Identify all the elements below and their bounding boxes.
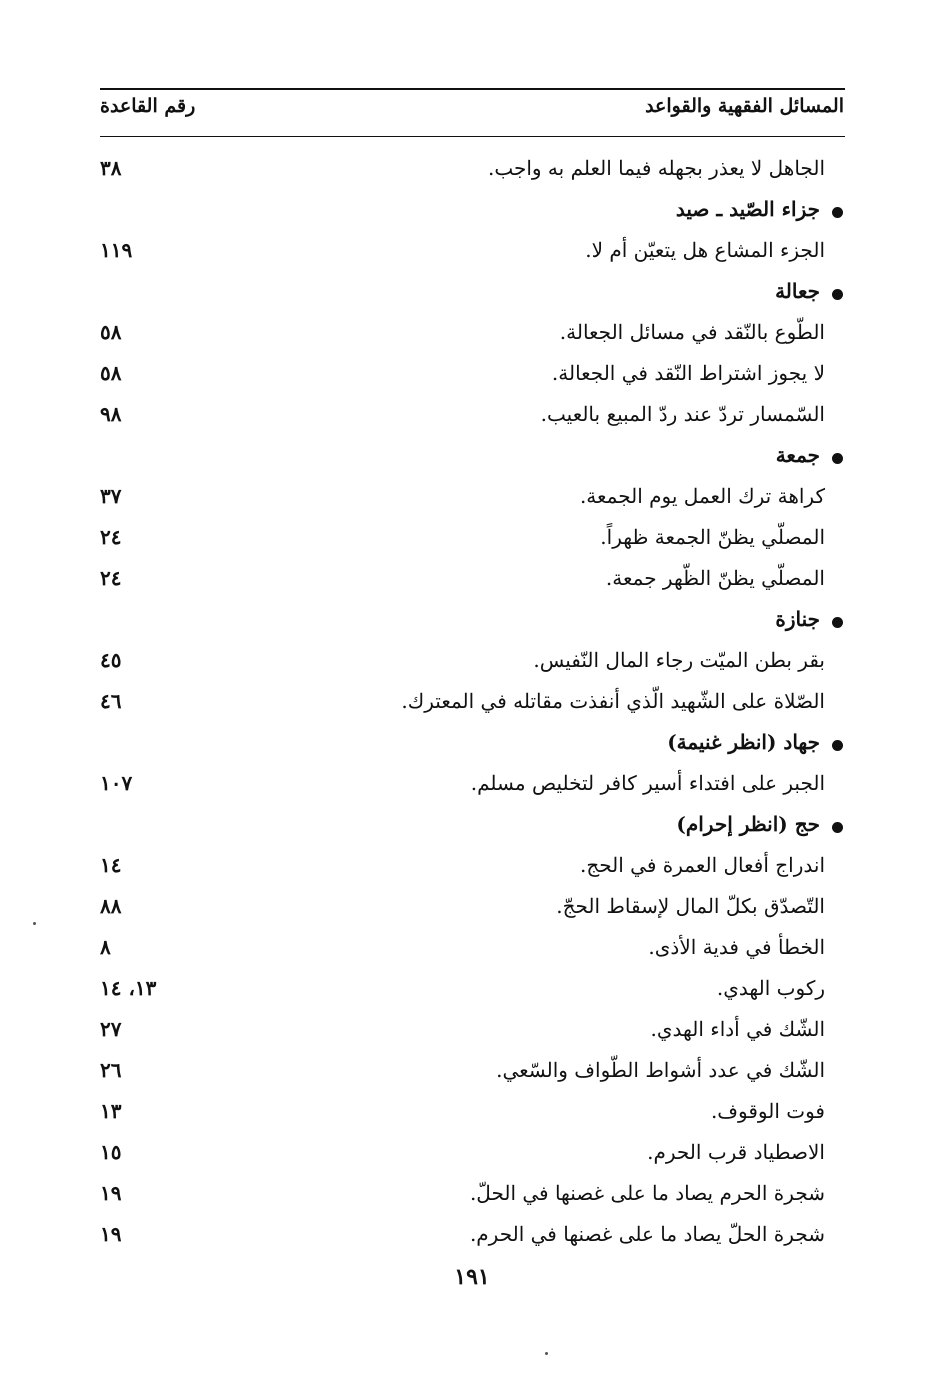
section-heading [100,724,845,765]
entry-text: الجاهل لا يعذر بجهله فيما العلم به واجب. [487,156,825,180]
section-title: حج (انظر إحرام) [676,812,820,836]
section-title: جعالة [775,279,820,303]
entry-text: الجزء المشاع هل يتعيّن أم لا. [585,238,825,262]
rule-number: ٤٥ [100,648,122,672]
section-heading [100,191,845,232]
index-entry [100,1093,845,1134]
bullet-icon [832,740,843,751]
bullet-icon [832,453,843,464]
index-entry [100,355,845,396]
index-entry [100,232,845,273]
rule-number: ٥٨ [100,320,122,344]
section-title: جنازة [775,607,820,631]
entry-text: فوت الوقوف. [710,1099,825,1123]
entry-text: شجرة الحلّ يصاد ما على غصنها في الحرم. [469,1222,825,1246]
header-bottom-rule [100,136,845,137]
entry-text: الطّوع بالنّقد في مسائل الجعالة. [559,320,825,344]
index-entry [100,765,845,806]
index-entry [100,478,845,519]
rule-number: ١٠٧ [100,771,133,795]
header-title: المسائل الفقهية والقواعد [645,95,844,117]
rule-number: ١٤ [100,853,122,877]
section-heading [100,806,845,847]
index-entry [100,1052,845,1093]
rule-number: ١٣ [100,1099,122,1123]
index-entry [100,847,845,888]
index-entry [100,1216,845,1257]
entry-text: اندراج أفعال العمرة في الحج. [580,853,825,877]
index-entry [100,396,845,437]
rule-number: ٢٤ [100,525,122,549]
section-heading [100,273,845,314]
scan-speck [33,922,36,925]
section-heading [100,437,845,478]
entry-text: الجبر على افتداء أسير كافر لتخليص مسلم. [470,771,825,795]
index-entry [100,1011,845,1052]
rule-number: ٤٦ [100,689,122,713]
rule-number: ٨ [100,935,111,959]
section-heading [100,601,845,642]
section-title: جمعة [775,443,820,467]
section-title: جزاء الصّيد ـ صيد [675,197,820,221]
entry-text: ركوب الهدي. [716,976,825,1000]
rule-number: ٢٧ [100,1017,122,1041]
scan-speck [545,1352,548,1355]
bullet-icon [832,822,843,833]
index-entry [100,888,845,929]
index-entry [100,150,845,191]
index-entry [100,642,845,683]
index-entry [100,970,845,1011]
entry-text: الشّك في عدد أشواط الطّواف والسّعي. [496,1058,825,1082]
rule-number: ١٩ [100,1222,122,1246]
index-entry [100,1175,845,1216]
rule-number: ١٩ [100,1181,122,1205]
header-top-rule [100,88,845,90]
entry-text: السّمسار تردّ عند ردّ المبيع بالعيب. [540,402,825,426]
index-entries [100,150,845,1257]
entry-text: لا يجوز اشتراط النّقد في الجعالة. [551,361,825,385]
index-entry [100,519,845,560]
rule-number: ٢٦ [100,1058,122,1082]
entry-text: بقر بطن الميّت رجاء المال النّفيس. [533,648,825,672]
rule-number: ١١٩ [100,238,133,262]
index-entry [100,683,845,724]
rule-number: ٨٨ [100,894,122,918]
entry-text: التّصدّق بكلّ المال لإسقاط الحجّ. [556,894,825,918]
index-entry [100,314,845,355]
section-title: جهاد (انظر غنيمة) [667,730,820,754]
entry-text: الاصطياد قرب الحرم. [647,1140,825,1164]
entry-text: المصلّي يظنّ الجمعة ظهراً. [600,525,825,549]
rule-number: ٥٨ [100,361,122,385]
bullet-icon [832,617,843,628]
header-rule-number-column: رقم القاعدة [100,95,196,117]
entry-text: الشّك في أداء الهدي. [650,1017,825,1041]
rule-number: ٣٨ [100,156,122,180]
rule-number: ٢٤ [100,566,122,590]
rule-number: ١٣، ١٤ [100,976,157,1000]
entry-text: شجرة الحرم يصاد ما على غصنها في الحلّ. [469,1181,825,1205]
index-entry [100,560,845,601]
rule-number: ٩٨ [100,402,122,426]
entry-text: كراهة ترك العمل يوم الجمعة. [579,484,825,508]
page-number: ١٩١ [454,1264,490,1290]
bullet-icon [832,289,843,300]
entry-text: الصّلاة على الشّهيد الّذي أنفذت مقاتله في المعترك. [401,689,825,713]
entry-text: الخطأ في فدية الأذى. [648,935,825,959]
rule-number: ١٥ [100,1140,122,1164]
index-entry [100,1134,845,1175]
entry-text: المصلّي يظنّ الظّهر جمعة. [605,566,825,590]
rule-number: ٣٧ [100,484,122,508]
index-entry [100,929,845,970]
bullet-icon [832,207,843,218]
